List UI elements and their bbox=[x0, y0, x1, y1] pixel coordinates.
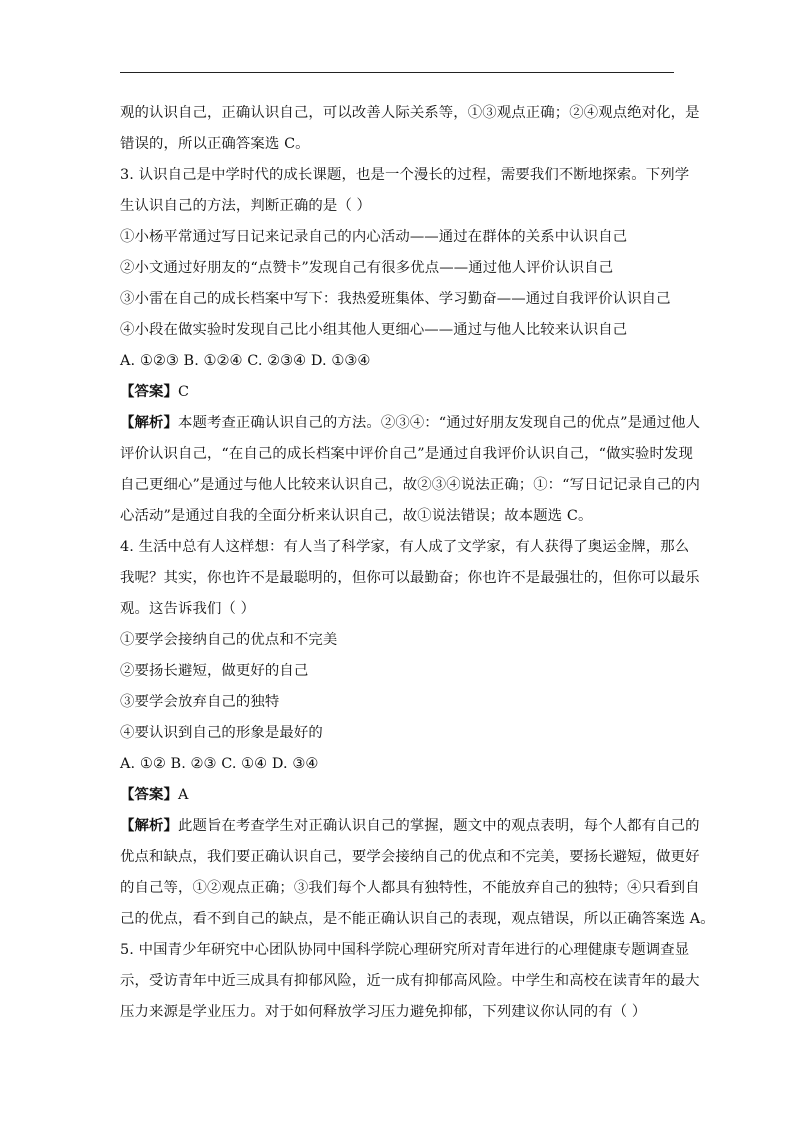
question-4-analysis: 己的优点，看不到自己的缺点，是不能正确认识自己的表现，观点错误，所以正确答案选 A。 bbox=[120, 911, 715, 927]
question-3-statement: ④小段在做实验时发现自己比小组其他人更细心——通过与他人比较来认识自己 bbox=[120, 322, 628, 338]
question-5-stem: 5. 中国青少年研究中心团队协同中国科学院心理研究所对青年进行的心理健康专题调查显 bbox=[120, 942, 690, 958]
question-3-statement: ②小文通过好朋友的“点赞卡”发现自己有很多优点——通过他人评价认识自己 bbox=[120, 260, 614, 276]
question-4-stem: 4. 生活中总有人这样想：有人当了科学家，有人成了文学家，有人获得了奥运金牌，那么 bbox=[120, 539, 690, 555]
document-body bbox=[120, 97, 715, 1027]
question-3-analysis: 【解析】本题考查正确认识自己的方法。②③④：“通过好朋友发现自己的优点”是通过他人 bbox=[120, 414, 701, 431]
question-4-statement: ②要扬长避短，做更好的自己 bbox=[120, 663, 309, 679]
header-rule bbox=[120, 72, 674, 73]
question-3-answer: 【答案】C bbox=[120, 383, 190, 400]
question-4-analysis: 优点和缺点，我们要正确认识自己，要学会接纳自己的优点和不完美，要扬长避短，做更好 bbox=[120, 849, 700, 865]
question-4-answer: 【答案】A bbox=[120, 786, 189, 803]
question-4-statement: ①要学会接纳自己的优点和不完美 bbox=[120, 632, 338, 648]
question-3-options: A. ①②③ B. ①②④ C. ②③④ D. ①③④ bbox=[120, 353, 371, 369]
question-4-stem: 观。这告诉我们（ ） bbox=[120, 601, 256, 617]
question-4-stem: 我呢？其实，你也许不是最聪明的，但你可以最勤奋；你也许不是最强壮的，但你可以最乐 bbox=[120, 570, 700, 586]
text-line: 错误的，所以正确答案选 C。 bbox=[120, 136, 310, 152]
question-4-statement: ③要学会放弃自己的独特 bbox=[120, 694, 280, 710]
question-4-statement: ④要认识到自己的形象是最好的 bbox=[120, 725, 323, 741]
question-3-analysis: 评价认识自己，“在自己的成长档案中评价自己”是通过自我评价认识自己，“做实验时发现 bbox=[120, 446, 694, 462]
question-3-analysis: 心活动”是通过自我的全面分析来认识自己，故①说法错误；故本题选 C。 bbox=[120, 508, 593, 524]
question-4-analysis: 的自己等，①②观点正确；③我们每个人都具有独特性，不能放弃自己的独特；④只看到自 bbox=[120, 880, 700, 896]
question-3-statement: ①小杨平常通过写日记来记录自己的内心活动——通过在群体的关系中认识自己 bbox=[120, 229, 628, 245]
question-3-stem: 3. 认识自己是中学时代的成长课题，也是一个漫长的过程，需要我们不断地探索。下列学 bbox=[120, 167, 690, 183]
question-3-statement: ③小雷在自己的成长档案中写下：我热爱班集体、学习勤奋——通过自我评价认识自己 bbox=[120, 291, 671, 307]
question-5-stem: 示，受访青年中近三成具有抑郁风险，近一成有抑郁高风险。中学生和高校在读青年的最大 bbox=[120, 973, 700, 989]
question-3-analysis: 自己更细心”是通过与他人比较来认识自己，故②③④说法正确；①：“写日记记录自己的内 bbox=[120, 477, 701, 493]
question-4-options: A. ①② B. ②③ C. ①④ D. ③④ bbox=[120, 756, 319, 772]
question-4-analysis: 【解析】此题旨在考查学生对正确认识自己的掌握，题文中的观点表明，每个人都有自己的 bbox=[120, 817, 700, 834]
question-3-stem: 生认识自己的方法，判断正确的是（ ） bbox=[120, 198, 372, 214]
text-line: 观的认识自己，正确认识自己，可以改善人际关系等，①③观点正确；②④观点绝对化，是 bbox=[120, 105, 700, 121]
question-5-stem: 压力来源是学业压力。对于如何释放学习压力避免抑郁，下列建议你认同的有（ ） bbox=[120, 1004, 647, 1020]
